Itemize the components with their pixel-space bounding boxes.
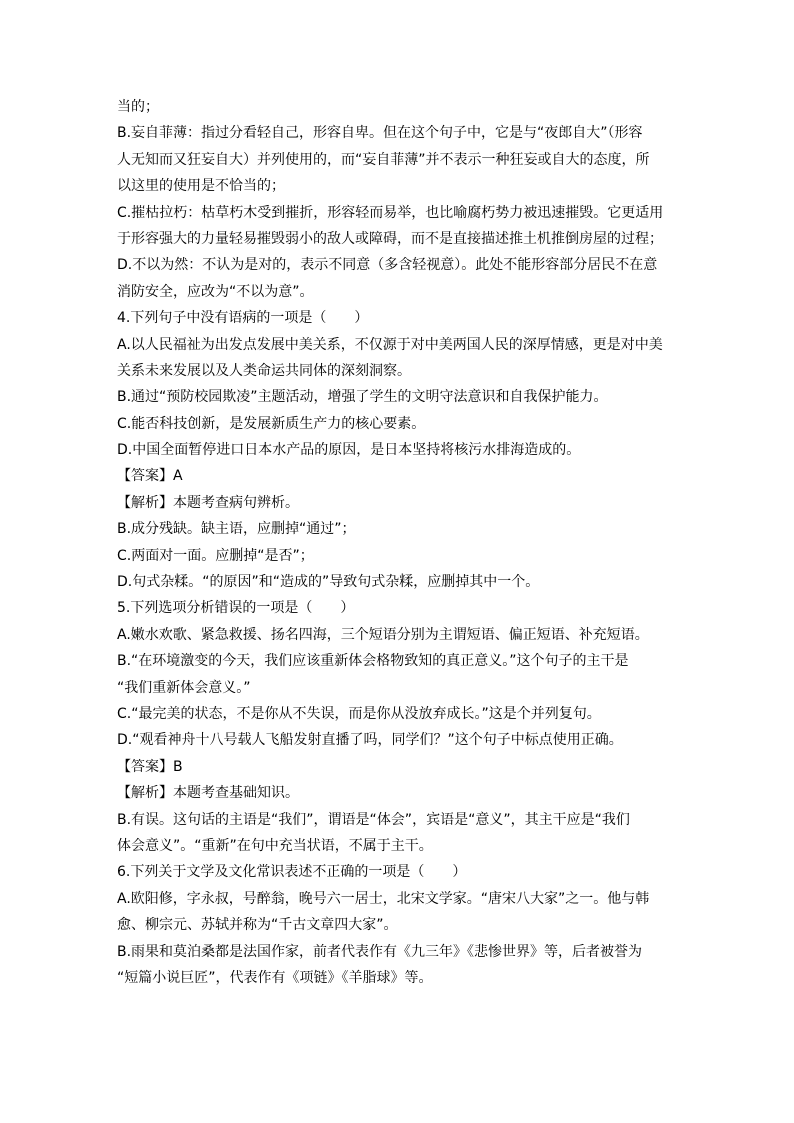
option-b: B.雨果和莫泊桑都是法国作家，前者代表作有《九三年》《悲惨世界》等，后者被誉为 bbox=[117, 943, 643, 960]
text-line: D.不以为然：不认为是对的，表示不同意（多含轻视意）。此处不能形容部分居民不在意 bbox=[117, 257, 658, 274]
text-line: B.有误。这句话的主语是“我们”，谓语是“体会”，宾语是“意义”，其主干应是“我们 bbox=[117, 811, 630, 828]
text-line: C.两面对一面。应删掉“是否”； bbox=[117, 547, 314, 564]
text-line: B.妄自菲薄：指过分看轻自己，形容自卑。但在这个句子中，它是与“夜郎自大”（形容 bbox=[117, 125, 643, 142]
analysis-label: 【解析】本题考查病句辨析。 bbox=[117, 494, 299, 511]
option-a: A.欧阳修，字永叔，号醉翁，晚号六一居士，北宋文学家。“唐宋八大家”之一。他与韩 bbox=[117, 890, 650, 907]
text-line: 以这里的使用是不恰当的； bbox=[117, 178, 285, 195]
option-c: C.“最完美的状态，不是你从不失误，而是你从没放弃成长。”这是个并列复句。 bbox=[117, 705, 601, 722]
option-b: B.通过“预防校园欺凌”主题活动，增强了学生的文明守法意识和自我保护能力。 bbox=[117, 389, 608, 406]
option-b: B.“在环境激变的今天，我们应该重新体会格物致知的真正意义。”这个句子的主干是 bbox=[117, 653, 629, 670]
question-5: 5.下列选项分析错误的一项是（ ） bbox=[117, 600, 355, 617]
option-c: C.能否科技创新，是发展新质生产力的核心要素。 bbox=[117, 415, 426, 432]
answer-label: 【答案】A bbox=[117, 468, 183, 485]
answer-label: 【答案】B bbox=[117, 758, 183, 775]
text-line: “我们重新体会意义。” bbox=[117, 679, 251, 696]
text-line: 愈、柳宗元、苏轼并称为“千古文章四大家”。 bbox=[117, 917, 398, 934]
question-4: 4.下列句子中没有语病的一项是（ ） bbox=[117, 310, 369, 327]
text-line: D.句式杂糅。“的原因”和“造成的”导致句式杂糅，应删掉其中一个。 bbox=[117, 574, 540, 591]
option-d: D.“观看神舟十八号载人飞船发射直播了吗，同学们？”这个句子中标点使用正确。 bbox=[117, 732, 623, 749]
text-line: 关系未来发展以及人类命运共同体的深刻洞察。 bbox=[117, 362, 411, 379]
text-line: 体会意义”。“重新”在句中充当状语，不属于主干。 bbox=[117, 837, 433, 854]
option-a: A.以人民福祉为出发点发展中美关系，不仅源于对中美两国人民的深厚情感，更是对中美 bbox=[117, 336, 663, 353]
analysis-label: 【解析】本题考查基础知识。 bbox=[117, 785, 299, 802]
text-line: 当的； bbox=[117, 99, 159, 115]
document-page bbox=[117, 94, 679, 991]
text-line: “短篇小说巨匠”，代表作有《项链》《羊脂球》等。 bbox=[117, 969, 433, 986]
text-line: 于形容强大的力量轻易摧毁弱小的敌人或障碍，而不是直接描述推土机推倒房屋的过程； bbox=[117, 230, 663, 247]
option-d: D.中国全面暂停进口日本水产品的原因，是日本坚持将核污水排海造成的。 bbox=[117, 442, 581, 459]
text-line: B.成分残缺。缺主语，应删掉“通过”； bbox=[117, 521, 356, 538]
question-6: 6.下列关于文学及文化常识表述不正确的一项是（ ） bbox=[117, 864, 467, 881]
text-line: 人无知而又狂妄自大）并列使用的，而“妄自菲薄”并不表示一种狂妄或自大的态度，所 bbox=[117, 151, 650, 168]
text-line: 消防安全，应改为“不以为意”。 bbox=[117, 283, 314, 300]
option-a: A.嫩水欢歌、紧急救援、扬名四海，三个短语分别为主谓短语、偏正短语、补充短语。 bbox=[117, 626, 649, 643]
text-line: C.摧枯拉朽：枯草朽木受到摧折，形容轻而易举，也比喻腐朽势力被迅速摧毁。它更适用 bbox=[117, 204, 664, 221]
